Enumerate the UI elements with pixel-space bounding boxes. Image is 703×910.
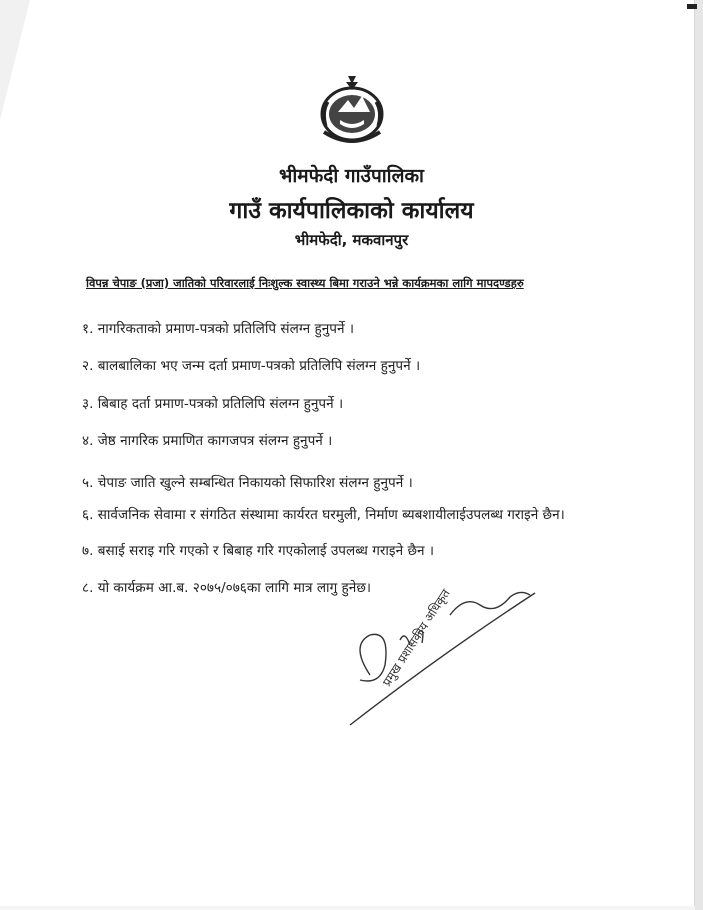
municipality-name: भीमफेदी गाउँपालिका: [279, 165, 424, 187]
scan-corner-mark: [687, 4, 697, 9]
criteria-item: २. बालबालिका भए जन्म दर्ता प्रमाण-पत्रको प्रतिलिपि संलग्न हुनुपर्ने ।: [82, 358, 421, 374]
office-address: भीमफेदी, मकवानपुर: [294, 231, 409, 249]
criteria-item: ६. सार्वजनिक सेवामा र संगठित संस्थामा कार्यरत घरमुली, निर्माण ब्यबशायीलाईउपलब्ध गराइने छैन।: [82, 507, 565, 523]
subject-line: विपन्न चेपाङ (प्रजा) जातिको परिवारलाई निःशुल्क स्वास्थ्य बिमा गराउने भन्ने कार्यक्रमका लागि मापदण्डहरु: [86, 276, 524, 290]
official-stamp: प्रमुख प्रशासकीय अधिकृत: [379, 586, 453, 689]
criteria-item: ७. बसाई सराइ गरि गएको र बिबाह गरि गएकोलाई उपलब्ध गराइने छैन ।: [82, 543, 435, 559]
criteria-item: ८. यो कार्यक्रम आ.ब. २०७५/०७६का लागि मात्र लागु हुनेछ।: [82, 580, 371, 596]
criteria-item: ५. चेपाङ जाति खुल्ने सम्बन्धित निकायको सिफारिश संलग्न हुनुपर्ने ।: [82, 475, 413, 491]
criteria-item: ४. जेष्ठ नागरिक प्रमाणित कागजपत्र संलग्न हुनुपर्ने ।: [82, 433, 333, 449]
criteria-item: ३. बिबाह दर्ता प्रमाण-पत्रको प्रतिलिपि संलग्न हुनुपर्ने ।: [82, 396, 344, 412]
nepal-government-emblem-icon: [318, 72, 386, 144]
criteria-item: १. नागरिकताको प्रमाण-पत्रको प्रतिलिपि संलग्न हुनुपर्ने ।: [82, 321, 355, 337]
scan-edge: [695, 0, 703, 910]
folded-corner: [0, 0, 30, 120]
office-title: गाउँ कार्यपालिकाको कार्यालय: [229, 198, 474, 224]
